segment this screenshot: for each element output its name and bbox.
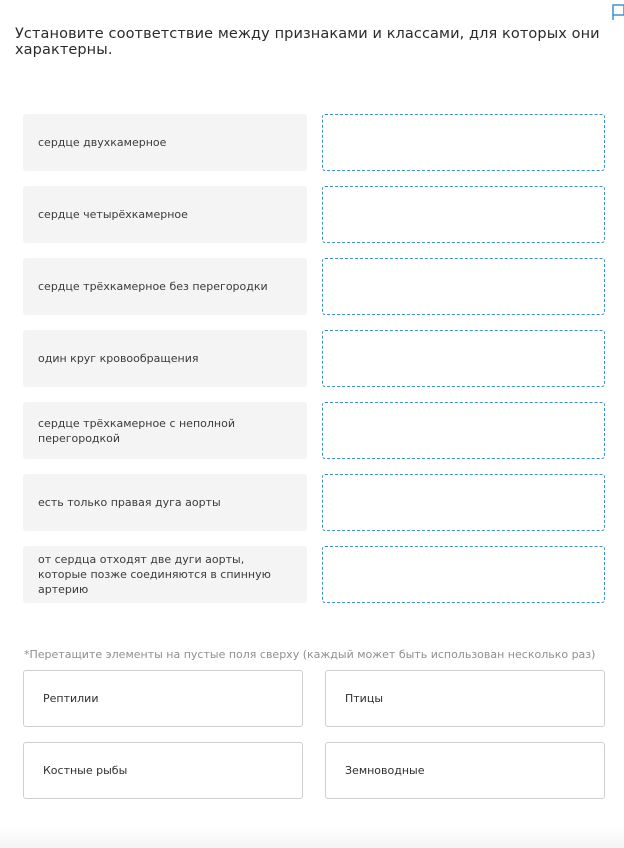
option-bony-fish[interactable]: Костные рыбы [23, 742, 303, 799]
feature-card: сердце двухкамерное [23, 114, 307, 171]
answer-dropzone[interactable] [322, 402, 605, 459]
report-icon[interactable] [612, 4, 624, 20]
matching-row [23, 402, 605, 459]
feature-card: один круг кровообращения [23, 330, 307, 387]
answer-dropzone[interactable] [322, 546, 605, 603]
matching-row [23, 474, 605, 531]
matching-row [23, 258, 605, 315]
matching-row [23, 186, 605, 243]
page-bottom-fade [0, 826, 624, 848]
feature-card: сердце трёхкамерное без перегородки [23, 258, 307, 315]
matching-row [23, 330, 605, 387]
feature-card: от сердца отходят две дуги аорты, которые позже соединяются в спинную артерию [23, 546, 307, 603]
feature-card: есть только правая дуга аорты [23, 474, 307, 531]
answer-dropzone[interactable] [322, 114, 605, 171]
option-amphibians[interactable]: Земноводные [325, 742, 605, 799]
drag-hint: *Перетащите элементы на пустые поля сверху (каждый может быть использован несколько раз) [24, 648, 596, 661]
matching-rows [23, 114, 605, 618]
answer-dropzone[interactable] [322, 330, 605, 387]
draggable-options [23, 670, 605, 799]
answer-dropzone[interactable] [322, 474, 605, 531]
matching-row [23, 114, 605, 171]
option-birds[interactable]: Птицы [325, 670, 605, 727]
answer-dropzone[interactable] [322, 186, 605, 243]
answer-dropzone[interactable] [322, 258, 605, 315]
feature-card: сердце четырёхкамерное [23, 186, 307, 243]
task-title: Установите соответствие между признаками и классами, для которых они характерны. [15, 26, 600, 58]
option-reptiles[interactable]: Рептилии [23, 670, 303, 727]
matching-row [23, 546, 605, 603]
feature-card: сердце трёхкамерное с неполной перегородкой [23, 402, 307, 459]
